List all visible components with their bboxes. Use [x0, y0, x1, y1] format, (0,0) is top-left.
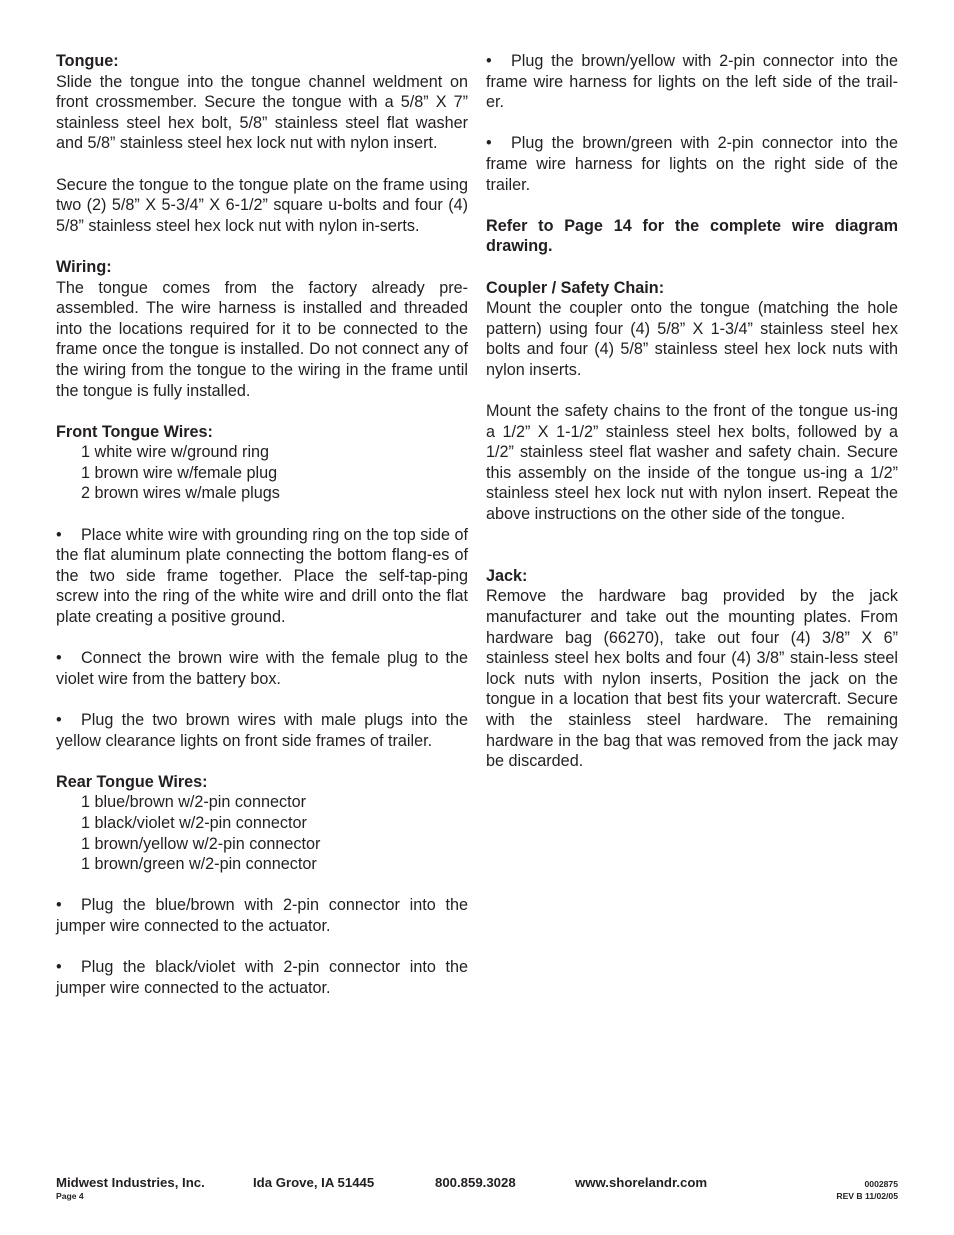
- page-footer: [56, 1175, 898, 1205]
- bullet-black-violet: [56, 957, 468, 998]
- revision-label: REV B 11/02/05: [836, 1191, 898, 1201]
- left-column: [56, 51, 468, 998]
- front-wire-item: 1 brown wire w/female plug: [81, 463, 278, 482]
- page-number: Page 4: [56, 1191, 84, 1201]
- tongue-paragraph-2: Secure the tongue to the tongue plate on the frame using two (2) 5/8” X 5-3/4” X 6-1/2” square u-bolts and four (4) 5/8” stainless steel hex lock nut with nylon in-serts.: [56, 175, 468, 235]
- bullet-mark: •: [486, 52, 492, 70]
- bullet-mark: •: [56, 649, 62, 668]
- bullet-blue-brown: [56, 895, 468, 936]
- footer-company: Midwest Industries, Inc.: [56, 1175, 205, 1190]
- rear-wire-item: 1 blue/brown w/2-pin connector: [81, 793, 306, 812]
- coupler-paragraph-1: Mount the coupler onto the tongue (matching the hole pattern) using four (4) 5/8” X 1-3/4” stainless steel hex bolts and four (4) 5/8” stainless steel hex lock nuts with nylon inserts.: [486, 299, 898, 379]
- bullet-brown-green: [486, 133, 898, 195]
- wire-diagram-reference: Refer to Page 14 for the complete wire diagram drawing.: [486, 216, 898, 256]
- bullet-text: Plug the two brown wires with male plugs into the yellow clearance lights on front side frames of trailer.: [56, 711, 468, 750]
- bullet-text: Connect the brown wire with the female plug to the violet wire from the battery box.: [56, 649, 468, 688]
- front-wires-heading: Front Tongue Wires:: [56, 422, 213, 441]
- wiring-heading: Wiring:: [56, 257, 112, 276]
- right-column: [486, 51, 898, 772]
- bullet-female-plug: [56, 648, 468, 689]
- bullet-mark: •: [56, 958, 62, 977]
- bullet-male-plugs: [56, 710, 468, 751]
- footer-phone: 800.859.3028: [435, 1175, 516, 1190]
- rear-wires-heading: Rear Tongue Wires:: [56, 772, 208, 791]
- wiring-paragraph: The tongue comes from the factory already pre-assembled. The wire harness is installed and threaded into the locations required for it to be connected to the frame once the tongue is installed. Do not connect any of the wiring from the tongue to the wiring in the frame until the tongue is fully installed.: [56, 278, 468, 400]
- jack-paragraph: Remove the hardware bag provided by the jack manufacturer and take out the mounting plates. From hardware bag (66270), take out four (4) 3/8” X 6” stainless steel hex bolts and four (4) 3/8” stain-less steel lock nuts with nylon inserts, Position the jack on the tongue in a location that best fits your watercraft. Secure with the stainless steel hardware. The remaining hardware in the bag that was removed from the jack may be discarded.: [486, 587, 898, 771]
- front-wire-item: 2 brown wires w/male plugs: [81, 484, 280, 503]
- coupler-heading: Coupler / Safety Chain:: [486, 278, 665, 297]
- document-number: 0002875: [864, 1179, 898, 1189]
- tongue-heading: Tongue:: [56, 52, 119, 70]
- bullet-ground-ring: [56, 525, 468, 628]
- bullet-text: Plug the brown/green with 2-pin connector into the frame wire harness for lights on the right side of the trailer.: [486, 134, 898, 194]
- footer-location: Ida Grove, IA 51445: [253, 1175, 375, 1190]
- rear-wire-item: 1 black/violet w/2-pin connector: [81, 813, 307, 832]
- front-wire-item: 1 white wire w/ground ring: [81, 443, 270, 462]
- jack-heading: Jack:: [486, 566, 528, 585]
- bullet-text: Plug the black/violet with 2-pin connector into the jumper wire connected to the actuator.: [56, 958, 468, 997]
- rear-wire-item: 1 brown/green w/2-pin connector: [81, 855, 317, 874]
- bullet-text: Plug the blue/brown with 2-pin connector into the jumper wire connected to the actuator.: [56, 896, 468, 935]
- coupler-paragraph-2: Mount the safety chains to the front of the tongue us-ing a 1/2” X 1-1/2” stainless steel hex bolts, followed by a 1/2” stainless steel flat washer and safety chain. Secure this assembly on the inside of the tongue us-ing a 1/2” stainless steel hex lock nut with nylon insert. Repeat the above instructions on the other side of the tongue.: [486, 402, 898, 524]
- bullet-mark: •: [56, 711, 62, 729]
- bullet-mark: •: [56, 525, 62, 544]
- rear-wire-item: 1 brown/yellow w/2-pin connector: [81, 834, 321, 853]
- bullet-text: Place white wire with grounding ring on the top side of the flat aluminum plate connecting the bottom flang-es of the two side frame together. Place the self-tap-ping screw into the ring of the white wire and drill onto the flat plate creating a positive ground.: [56, 525, 468, 627]
- bullet-mark: •: [56, 896, 62, 915]
- tongue-paragraph-1: Slide the tongue into the tongue channel weldment on front crossmember. Secure the tongue with a 5/8” X 7” stainless steel hex bolt, 5/8” stainless steel flat washer and 5/8” stainless steel hex lock nut with nylon insert.: [56, 72, 468, 153]
- footer-website: www.shorelandr.com: [575, 1175, 708, 1190]
- bullet-brown-yellow: [486, 51, 898, 113]
- bullet-text: Plug the brown/yellow with 2-pin connector into the frame wire harness for lights on the left side of the trail-er.: [486, 52, 898, 112]
- bullet-mark: •: [486, 134, 492, 153]
